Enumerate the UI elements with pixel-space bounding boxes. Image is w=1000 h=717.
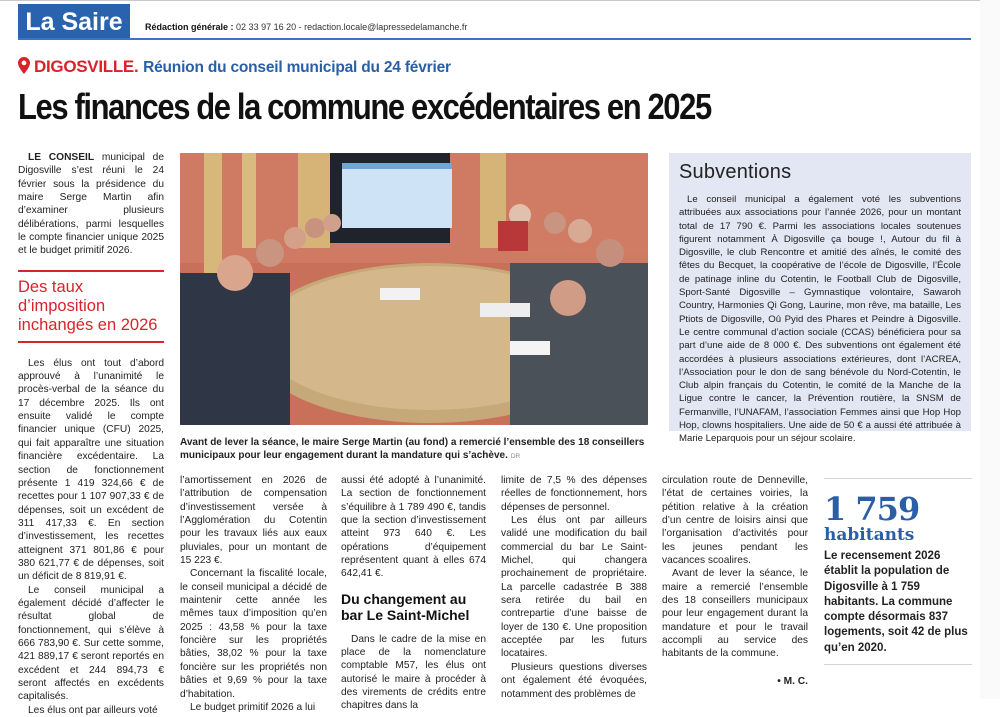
body-paragraph: Avant de lever la séance, le maire a remercié l’ensemble des 18 conseillers municipaux pour leur engagement durant la mandature et pour le travail accompli au service des habitants de la commune.	[662, 568, 808, 660]
page-margin	[980, 0, 1000, 699]
masthead-contact	[145, 22, 467, 32]
subhead-bar: Du changement au bar Le Saint-Michel	[341, 590, 470, 623]
lead-text: municipal de Digosville s’est réuni le 24 février sous la présidence du maire Serge Martin afin d’examiner plusieurs délibérations, parmi lesquelles le compte financier unique 2025 et le budget primitif 2026.	[18, 152, 164, 257]
meeting-photo	[180, 153, 648, 425]
body-paragraph: Le budget primitif 2026 a lui	[190, 701, 316, 713]
body-paragraph: Concernant la fiscalité locale, le conseil municipal a décidé de maintenir cette année les mêmes taux d’imposition qu’en 2025 : 43,58 % pour la taxe foncière sur les propriétés bâties, 38,02 % pour la taxe foncière sur les propriétés non bâties et 9,69 % pour la taxe d’habitation.	[180, 568, 327, 700]
author-signature: • M. C.	[777, 675, 808, 687]
body-paragraph: circulation route de Denneville, l’état de certaines voiries, la pétition relative à la création d’un centre de loisirs ainsi que l’organisation d’activités pour les jeunes pendant les vacances scoalires.	[662, 475, 808, 567]
column-4	[501, 474, 647, 701]
article-photo	[180, 153, 648, 425]
body-paragraph: Les élus ont tout d’abord approuvé à l’unanimité le procès-verbal de la séance du 17 décembre 2025. Ils ont ensuite validé le compte financier unique (CFU) 2025, qui fait apparaître une situation financière excédentaire. La section de fonctionnement présente 1 419 324,66 € de recettes pour 1 107 907,33 € de dépenses, soit un excédent de 311 417,33 €. En section d’investissement, les recettes atteignent 371 801,86 € pour 380 621,77 € de dépenses, soit un déficit de 8 819,91 €.	[18, 357, 164, 583]
subsidies-box	[669, 153, 971, 445]
body-paragraph: aussi été adopté à l’unanimité. La section de fonctionnement s’équilibre à 1 789 490 €, tandis que la section d’investissement atteint 973 640 €. Les opérations d’équipement représentent quant à elles 674 642,41 €.	[341, 475, 486, 580]
lead-paragraph	[18, 151, 164, 258]
kicker-place: DIGOSVILLE.	[34, 57, 139, 76]
photo-caption	[180, 436, 660, 463]
stat-number: 1 759	[824, 490, 920, 528]
stat-text: Le recensement 2026 établit la population de Digosville à 1 759 habitants. La commune compte désormais 837 logements, soit 42 de plus qu’en 2020.	[824, 550, 968, 654]
caption-text: Avant de lever la séance, le maire Serge Martin (au fond) a remercié l’ensemble des 18 conseillers municipaux pour leur engagement durant la mandature qui s’achève.	[180, 437, 645, 461]
stat-rule-top	[824, 478, 972, 479]
top-border	[0, 0, 1000, 1]
body-paragraph: Dans le cadre de la mise en place de la nomenclature comptable M57, les élus ont autorisé le maire à procéder à des virements de crédits entre chapitres dans la	[341, 633, 486, 712]
stat-label: habitants	[824, 525, 915, 545]
box-text: Le conseil municipal a également voté les subventions attribuées aux associations pour l’année 2026, pour un montant total de 17 790 €. Parmi les associations locales soutenues figurent notamment À Digosville ça bouge !, Autour du fil à Digosville, le club Rencontre et amitié des aînés, le comité des fêtes du Becquet, la coopérative de l’école de Digosville, l’École de patinage inline du Cotentin, le Football Club de Digosville, Sport-Santé Digosville – Gymnastique volontaire, Sawaroh Country, Harmonies Qi Gong, Laurine, mon rêve, ma bataille, Les Ptiots de Digosville, Oû Pyid des Phares et Peindre à Digosville. Le centre communal d’action sociale (CCAS) bénéficiera pour sa part d’une aide de 8 000 €. Des subventions ont également été accordées à plusieurs associations extérieures, dont l’ACREA, l’Association pour le don de sang bénévole du Nord-Cotentin, le Club alpin français du Cotentin, le comité de la Manche de la Ligue contre le cancer, la Prévention routière, la SNSM de Fermanville, l’UNAFAM, l’association Femmes ainsi que Hop Hop Hop, clowns hospitaliers. Une aide de 50 € a aussi été attribuée à Marie Leparquois pour un séjour scolaire.	[679, 194, 961, 445]
subhead-rule-bottom	[18, 341, 164, 343]
stat-rule-bottom	[824, 664, 972, 665]
lead-strong: LE CONSEIL	[28, 152, 95, 163]
population-stat	[824, 478, 972, 665]
section-brand: La Saire	[18, 4, 130, 40]
location-pin-icon	[18, 57, 30, 79]
body-paragraph: limite de 7,5 % des dépenses réelles de fonctionnement, hors dépenses de personnel.	[501, 475, 647, 513]
column-2	[180, 474, 327, 714]
contact-value: 02 33 97 16 20 - redaction.locale@lapressedelamanche.fr	[236, 22, 468, 32]
box-title: Subventions	[679, 161, 792, 183]
column-1	[18, 151, 164, 717]
subhead-taxes: Des taux d’imposition inchangés en 2026	[18, 277, 158, 334]
headline: Les finances de la commune excédentaires en 2025	[18, 86, 711, 127]
masthead-rule	[18, 38, 971, 40]
kicker	[18, 57, 451, 79]
body-paragraph: Plusieurs questions diverses ont également été évoquées, notamment des problèmes de	[501, 661, 647, 700]
kicker-subtitle: Réunion du conseil municipal du 24 février	[143, 59, 451, 76]
column-3	[341, 474, 486, 713]
subhead-rule-top	[18, 270, 164, 272]
box-text-wrap	[679, 193, 961, 446]
contact-label: Rédaction générale :	[145, 22, 234, 32]
body-paragraph: Les élus ont par ailleurs validé une modification du bail commercial du bar Le Saint-Michel, qui changera prochainement de propriétaire. La parcelle cadastrée B 388 sera retirée du bail en contrepartie d’une baisse de loyer de 130 €. Une proposition acceptée par les futurs locataires.	[501, 515, 647, 660]
body-paragraph: Les élus ont par ailleurs voté	[28, 704, 158, 716]
column-5	[662, 474, 808, 688]
body-paragraph: l’amortissement en 2026 de l’attribution de compensation d’investissement versée à l’Agglomération du Cotentin pour les travaux liés aux eaux pluviales, pour un montant de 15 223 €.	[180, 475, 327, 567]
photo-credit: DR	[510, 453, 521, 460]
body-paragraph: Le conseil municipal a également décidé d’affecter le résultat global de fonctionnement, qui s’élève à 666 783,90 €. Sur cette somme, 421 889,17 € seront reportés en excédent et 244 894,73 € seront affectés en excédents capitalisés.	[18, 584, 164, 703]
